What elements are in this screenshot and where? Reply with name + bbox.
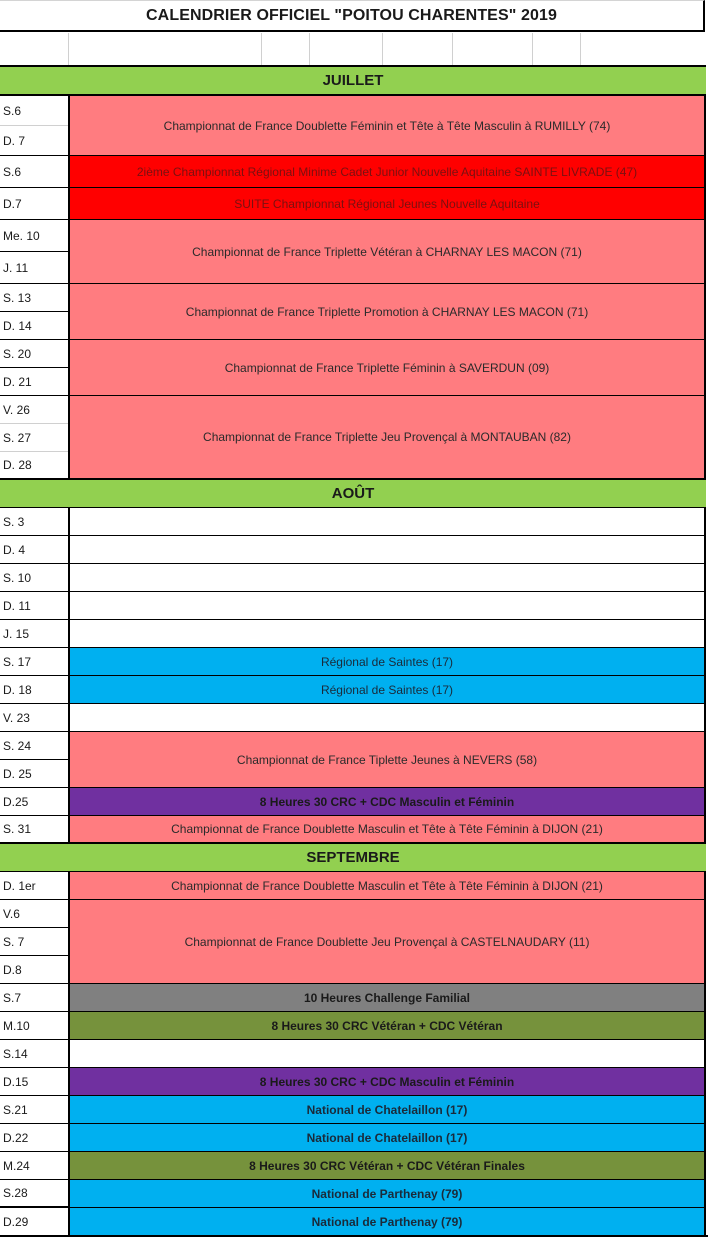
date-cell: D.8: [0, 956, 68, 984]
date-cell: S. 3: [0, 508, 68, 536]
date-cell: V. 23: [0, 704, 68, 732]
gridline: [580, 33, 581, 65]
date-cell: D.7: [0, 188, 68, 220]
date-cell: D. 25: [0, 760, 68, 788]
gridline: [309, 33, 310, 65]
event-cell-empty: [68, 564, 706, 592]
date-cell: D. 11: [0, 592, 68, 620]
event-cell-empty: [68, 704, 706, 732]
event-cell: National de Chatelaillon (17): [68, 1096, 706, 1124]
date-cell: S.21: [0, 1096, 68, 1124]
date-cell: S.14: [0, 1040, 68, 1068]
month-header-aout: AOÛT: [0, 480, 706, 509]
event-cell: Championnat de France Doublette Masculin et Tête à Tête Féminin à DIJON (21): [68, 872, 706, 900]
event-cell-empty: [68, 1040, 706, 1068]
event-cell: Championnat de France Doublette Jeu Provençal à CASTELNAUDARY (11): [68, 900, 706, 984]
event-cell: National de Chatelaillon (17): [68, 1124, 706, 1152]
date-cell: S.28: [0, 1180, 68, 1208]
month-header-septembre: SEPTEMBRE: [0, 844, 706, 873]
event-cell-empty: [68, 508, 706, 536]
date-cell: D. 7: [0, 126, 68, 156]
date-cell: S.6: [0, 96, 68, 126]
month-header-juillet: JUILLET: [0, 67, 706, 96]
event-cell: National de Parthenay (79): [68, 1208, 706, 1236]
gridline: [68, 33, 69, 65]
event-cell: 10 Heures Challenge Familial: [68, 984, 706, 1012]
gridline: [532, 33, 533, 65]
date-cell: S. 10: [0, 564, 68, 592]
event-cell: National de Parthenay (79): [68, 1180, 706, 1208]
date-cell: S. 31: [0, 816, 68, 844]
event-cell: Championnat de France Doublette Féminin et Tête à Tête Masculin à RUMILLY (74): [68, 96, 706, 156]
event-cell: Championnat de France Tiplette Jeunes à NEVERS (58): [68, 732, 706, 788]
calendar-title: CALENDRIER OFFICIEL "POITOU CHARENTES" 2019: [0, 0, 705, 32]
event-cell: 2ième Championnat Régional Minime Cadet Junior Nouvelle Aquitaine SAINTE LIVRADE (47): [68, 156, 706, 188]
date-cell: S. 7: [0, 928, 68, 956]
date-cell: S. 13: [0, 284, 68, 312]
event-cell: Régional de Saintes (17): [68, 676, 706, 704]
event-cell: 8 Heures 30 CRC Vétéran + CDC Vétéran Finales: [68, 1152, 706, 1180]
date-cell: M.24: [0, 1152, 68, 1180]
date-cell: Me. 10: [0, 220, 68, 252]
date-cell: D. 14: [0, 312, 68, 340]
gridline: [452, 33, 453, 65]
date-cell: D.29: [0, 1208, 68, 1236]
date-cell: D. 4: [0, 536, 68, 564]
date-cell: V. 26: [0, 396, 68, 424]
date-cell: D. 28: [0, 452, 68, 480]
date-cell: D. 18: [0, 676, 68, 704]
date-cell: S. 17: [0, 648, 68, 676]
date-cell: S. 27: [0, 424, 68, 452]
date-cell: S.6: [0, 156, 68, 188]
date-cell: S. 20: [0, 340, 68, 368]
event-cell-empty: [68, 620, 706, 648]
event-cell: 8 Heures 30 CRC Vétéran + CDC Vétéran: [68, 1012, 706, 1040]
event-cell: Régional de Saintes (17): [68, 648, 706, 676]
gridline: [382, 33, 383, 65]
event-cell: Championnat de France Doublette Masculin et Tête à Tête Féminin à DIJON (21): [68, 816, 706, 844]
date-cell: V.6: [0, 900, 68, 928]
event-cell: Championnat de France Triplette Féminin à SAVERDUN (09): [68, 340, 706, 396]
event-cell-empty: [68, 536, 706, 564]
date-cell: S.7: [0, 984, 68, 1012]
date-cell: D.25: [0, 788, 68, 816]
date-cell: M.10: [0, 1012, 68, 1040]
event-cell: Championnat de France Triplette Jeu Provençal à MONTAUBAN (82): [68, 396, 706, 480]
event-cell: 8 Heures 30 CRC + CDC Masculin et Féminin: [68, 1068, 706, 1096]
date-cell: J. 15: [0, 620, 68, 648]
date-cell: S. 24: [0, 732, 68, 760]
date-cell: J. 11: [0, 252, 68, 284]
event-cell: Championnat de France Triplette Promotion à CHARNAY LES MACON (71): [68, 284, 706, 340]
event-cell-empty: [68, 592, 706, 620]
date-cell: D. 21: [0, 368, 68, 396]
event-cell: Championnat de France Triplette Vétéran à CHARNAY LES MACON (71): [68, 220, 706, 284]
empty-spacer-row: [0, 33, 706, 67]
event-cell: 8 Heures 30 CRC + CDC Masculin et Féminin: [68, 788, 706, 816]
date-cell: D. 1er: [0, 872, 68, 900]
event-cell: SUITE Championnat Régional Jeunes Nouvelle Aquitaine: [68, 188, 706, 220]
gridline: [261, 33, 262, 65]
date-cell: D.22: [0, 1124, 68, 1152]
date-cell: D.15: [0, 1068, 68, 1096]
